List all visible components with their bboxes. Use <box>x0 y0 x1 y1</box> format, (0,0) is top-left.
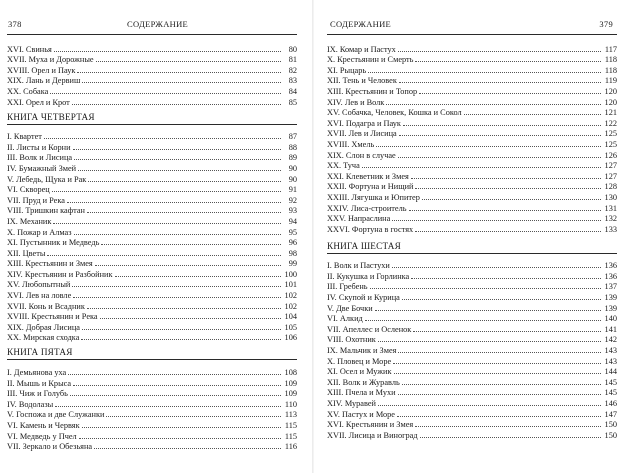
toc-list-book-5 <box>7 362 297 452</box>
toc-entry-page: 139 <box>604 293 617 303</box>
toc-entry-title: V. Лебедь, Щука и Рак <box>7 174 87 184</box>
dot-leader <box>415 220 601 232</box>
toc-entry <box>7 138 297 152</box>
toc-entry-page: 92 <box>288 195 297 205</box>
toc-entry-page: 104 <box>284 312 297 322</box>
toc-entry-page: 127 <box>604 161 617 171</box>
toc-entry-page: 146 <box>604 399 617 408</box>
toc-entry-page: 125 <box>604 129 617 139</box>
toc-entry-page: 96 <box>288 238 297 248</box>
toc-entry-page: 109 <box>284 389 297 399</box>
toc-entry-title: XVI. Подагра и Паук <box>327 118 401 128</box>
toc-entry <box>327 72 617 86</box>
toc-entry-page: 117 <box>604 44 617 54</box>
section-rule <box>327 253 617 254</box>
dot-leader <box>94 438 281 450</box>
toc-entry-page: 150 <box>604 430 617 440</box>
toc-entry-page: 150 <box>604 420 617 430</box>
toc-entry-page: 130 <box>604 192 617 202</box>
toc-entry-page: 83 <box>288 76 297 86</box>
toc-entry-title: X. Пожар и Алмаз <box>7 227 72 237</box>
toc-entry-page: 118 <box>604 65 617 75</box>
toc-entry-page: 127 <box>604 171 617 181</box>
toc-entry-title: XVIII. Орел и Паук <box>7 65 76 75</box>
toc-entry-page: 137 <box>604 282 617 292</box>
toc-entry-page: 94 <box>288 216 297 226</box>
toc-entry-title: XII. Волк и Журавль <box>327 377 400 387</box>
toc-entry-title: XVII. Лисица и Виноград <box>327 430 418 440</box>
toc-entry-title: V. Две Бочки <box>327 303 373 313</box>
toc-entry-title: XIII. Крестьянин и Топор <box>327 86 418 96</box>
toc-entry-page: 145 <box>604 377 617 387</box>
section-rule <box>7 359 297 360</box>
toc-entry-page: 84 <box>288 86 297 96</box>
toc-entry-page: 109 <box>284 378 297 388</box>
toc-entry-title: III. Чиж и Голубь <box>7 389 68 399</box>
toc-entry-title: XVI. Крестьянин и Змея <box>327 420 414 430</box>
toc-list-book-6 <box>327 256 617 440</box>
dot-leader <box>81 329 281 341</box>
toc-entry-title: I. Демьянова уха <box>7 368 67 378</box>
toc-entry-page: 101 <box>284 280 297 290</box>
toc-entry-page: 116 <box>284 442 297 452</box>
toc-entry-page: 119 <box>604 76 617 86</box>
section-rule <box>7 124 297 125</box>
toc-entry-title: XV. Пастух и Море <box>327 409 395 419</box>
header-rule <box>7 34 297 35</box>
toc-entry-page: 147 <box>604 409 617 419</box>
toc-entry-page: 115 <box>284 431 297 441</box>
toc-entry-title: VII. Зеркало и Обезьяна <box>7 442 93 452</box>
toc-entry-page: 143 <box>604 346 617 356</box>
toc-entry-page: 102 <box>284 291 297 301</box>
toc-entry-title: III. Волк и Лисица <box>7 153 73 163</box>
toc-entry-title: IV. Бумажный Змей <box>7 163 77 173</box>
toc-entry-title: IX. Мальчик и Змея <box>327 346 397 356</box>
toc-entry-title: XIII. Крестьянин и Змея <box>7 259 93 269</box>
toc-entry-page: 125 <box>604 139 617 149</box>
toc-entry-page: 136 <box>604 271 617 281</box>
toc-entry-title: IV. Скупой и Курица <box>327 293 400 303</box>
toc-list-continued <box>7 36 297 107</box>
toc-entry-page: 90 <box>288 174 297 184</box>
dot-leader <box>72 93 281 105</box>
toc-entry-title: XVI. Лев на ловле <box>7 291 72 301</box>
toc-entry-title: XIII. Пчела и Мухи <box>327 388 396 398</box>
toc-entry-title: V. Госпожа и две Служанки <box>7 410 105 420</box>
toc-entry-title: XXIV. Лиса-строитель <box>327 203 407 213</box>
toc-entry-title: VI. Алкид <box>327 314 363 324</box>
toc-list-continued <box>327 36 617 234</box>
toc-entry <box>327 40 617 54</box>
toc-entry-title: VI. Камень и Червяк <box>7 421 80 430</box>
toc-entry-title: XX. Собака <box>7 86 49 96</box>
toc-entry <box>327 288 617 303</box>
toc-entry <box>7 255 297 269</box>
toc-entry-title: VIII. Тришкин кафтан <box>7 206 85 216</box>
toc-entry-page: 140 <box>604 314 617 324</box>
toc-entry-title: I. Квартет <box>7 132 42 142</box>
toc-entry-title: XVII. Муха и Дорожные <box>7 55 94 65</box>
toc-entry-page: 118 <box>604 55 617 65</box>
toc-entry-title: IX. Комар и Пастух <box>327 44 396 54</box>
toc-entry-title: XII. Тень и Человек <box>327 76 397 86</box>
left-page <box>7 0 297 473</box>
toc-entry-page: 95 <box>288 227 297 237</box>
toc-entry-page: 120 <box>604 97 617 107</box>
toc-entry-page: 113 <box>284 410 297 420</box>
toc-entry-title: XIX. Добрая Лисица <box>7 322 80 332</box>
toc-entry-title: XXIII. Лягушка и Юпитер <box>327 192 420 202</box>
toc-entry-title: XIV. Лев и Волк <box>327 97 385 107</box>
toc-entry-title: II. Кукушка и Горлинка <box>327 271 410 281</box>
toc-entry <box>327 157 617 171</box>
toc-entry-page: 131 <box>604 203 617 213</box>
toc-entry-page: 89 <box>288 153 297 163</box>
toc-entry-title: II. Листы и Корни <box>7 142 71 152</box>
toc-entry-title: VII. Пруд и Река <box>7 195 65 205</box>
toc-entry-title: XV. Любопытный <box>7 280 71 290</box>
right-page <box>327 0 617 473</box>
toc-entry-page: 91 <box>288 185 297 195</box>
toc-entry-title: XVI. Свинья <box>7 44 52 54</box>
running-title: СОДЕРЖАНИЕ <box>330 19 392 29</box>
page-number: 378 <box>8 19 22 29</box>
header-rule <box>327 34 617 35</box>
toc-entry-page: 142 <box>604 335 617 345</box>
toc-entry-page: 105 <box>284 322 297 332</box>
toc-entry-page: 144 <box>604 367 617 377</box>
running-title: СОДЕРЖАНИЕ <box>127 19 189 29</box>
toc-entry-title: XI. Рыцарь <box>327 65 367 75</box>
toc-entry-page: 102 <box>284 301 297 311</box>
toc-entry-page: 139 <box>604 303 617 313</box>
toc-entry-title: XVIII. Крестьянин и Река <box>7 312 98 322</box>
toc-entry <box>327 278 617 292</box>
toc-entry <box>7 244 297 258</box>
toc-entry-title: XIX. Слон в случае <box>327 150 396 160</box>
toc-entry-title: II. Мышь и Крыса <box>7 378 72 388</box>
toc-entry-page: 126 <box>604 150 617 160</box>
toc-entry-page: 108 <box>284 368 297 378</box>
toc-entry-page: 145 <box>604 388 617 398</box>
toc-entry-page: 90 <box>288 163 297 173</box>
toc-entry-title: XI. Осел и Мужик <box>327 367 392 377</box>
toc-entry-title: X. Крестьянин и Смерть <box>327 55 414 65</box>
toc-entry-title: XI. Пустынник и Медведь <box>7 238 100 248</box>
toc-entry-page: 106 <box>284 333 297 343</box>
toc-entry-page: 85 <box>288 97 297 107</box>
section-heading-book-4: КНИГА ЧЕТВЕРТАЯ <box>7 111 95 122</box>
toc-entry-page: 128 <box>604 182 617 192</box>
toc-entry <box>7 82 297 96</box>
section-heading-book-6: КНИГА ШЕСТАЯ <box>327 240 401 251</box>
toc-entry <box>327 61 617 75</box>
toc-entry-title: XXI. Клеветник и Змея <box>327 171 409 181</box>
toc-entry-title: XX. Туча <box>327 161 360 171</box>
toc-entry-title: XV. Собачка, Человек, Кошка и Сокол <box>327 108 462 118</box>
toc-entry-page: 110 <box>284 399 297 409</box>
toc-entry <box>7 363 297 378</box>
toc-list-book-4 <box>7 127 297 343</box>
toc-entry-page: 82 <box>288 65 297 75</box>
toc-entry-title: IV. Водолазы <box>7 399 54 409</box>
toc-entry <box>327 310 617 324</box>
toc-entry-title: IX. Механик <box>7 216 52 226</box>
toc-entry-title: XVIII. Хмель <box>327 139 375 149</box>
book-gutter <box>312 0 314 473</box>
toc-entry-page: 115 <box>284 421 297 430</box>
toc-entry-title: VII. Апеллес и Осленок <box>327 324 412 334</box>
toc-entry-page: 99 <box>288 259 297 269</box>
toc-entry <box>327 320 617 334</box>
toc-entry-page: 80 <box>288 44 297 54</box>
section-heading-book-5: КНИГА ПЯТАЯ <box>7 347 73 358</box>
toc-entry <box>7 128 297 142</box>
toc-entry-page: 81 <box>288 55 297 65</box>
toc-entry-title: I. Волк и Пастухи <box>327 261 390 271</box>
toc-entry <box>327 167 617 181</box>
toc-entry-title: VI. Скворец <box>7 185 50 195</box>
toc-entry-page: 136 <box>604 261 617 271</box>
toc-entry <box>7 40 297 54</box>
toc-entry-page: 87 <box>288 132 297 142</box>
toc-entry-page: 120 <box>604 86 617 96</box>
toc-entry-title: XVII. Конь и Всадник <box>7 301 85 311</box>
toc-entry-title: XIV. Крестьянин и Разбойник <box>7 269 113 279</box>
toc-entry-page: 93 <box>288 206 297 216</box>
toc-entry-title: XXV. Напраслина <box>327 214 391 224</box>
toc-entry-title: XVII. Лев и Лисица <box>327 129 397 139</box>
toc-entry-title: XXII. Фортуна и Нищий <box>327 182 414 192</box>
toc-entry <box>327 257 617 271</box>
toc-entry-page: 132 <box>604 214 617 224</box>
toc-entry-page: 98 <box>288 248 297 258</box>
right-running-head <box>327 19 617 33</box>
toc-entry-title: VI. Медведь у Пчел <box>7 431 77 441</box>
toc-entry-title: XXVI. Фортуна в гостях <box>327 224 414 234</box>
toc-entry-page: 133 <box>604 224 617 234</box>
toc-entry-title: XXI. Орел и Крот <box>7 97 70 107</box>
toc-entry <box>7 93 297 107</box>
toc-entry-page: 141 <box>604 324 617 334</box>
toc-entry-title: XIV. Муравей <box>327 399 376 408</box>
toc-entry-title: XII. Цветы <box>7 248 46 258</box>
page-number: 379 <box>599 19 613 29</box>
toc-entry-title: III. Гребень <box>327 282 368 292</box>
left-running-head <box>7 19 297 33</box>
toc-entry-title: XX. Мирская сходка <box>7 333 80 343</box>
dot-leader <box>420 426 601 438</box>
toc-entry-page: 100 <box>284 269 297 279</box>
toc-entry-page: 88 <box>288 142 297 152</box>
toc-entry-title: X. Пловец и Море <box>327 356 392 366</box>
toc-entry-title: XIX. Лань и Дервиш <box>7 76 81 86</box>
toc-entry-title: VIII. Охотник <box>327 335 376 345</box>
toc-entry-page: 121 <box>604 108 617 118</box>
toc-entry-page: 122 <box>604 118 617 128</box>
toc-entry-page: 143 <box>604 356 617 366</box>
